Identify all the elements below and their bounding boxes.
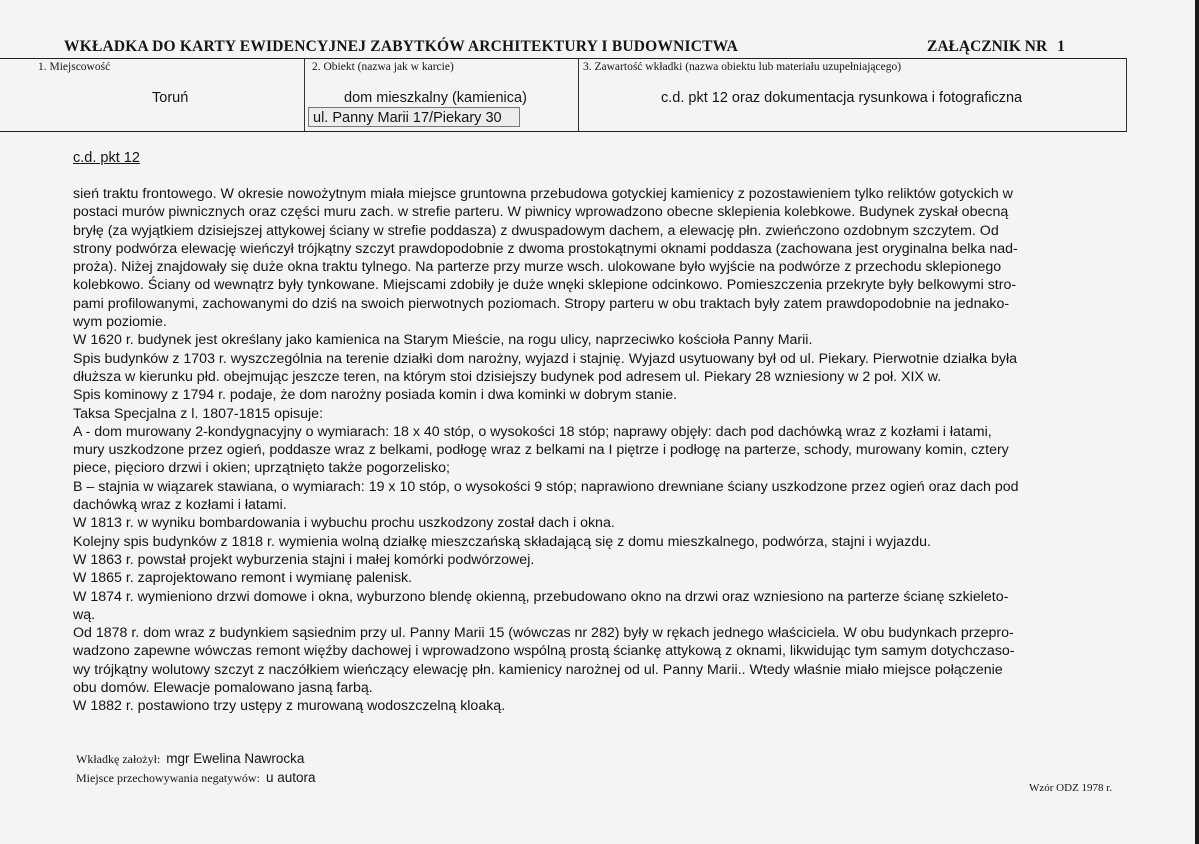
field-object-label: 2. Obiekt (nazwa jak w karcie) xyxy=(312,61,454,73)
column-divider xyxy=(304,59,305,131)
body-line: proża). Niżej znajdowały się duże okna traktu tylnego. Na parterze przy murze wsch. ulokowane było wyjście na podwórze z przechodu sklepionego xyxy=(73,259,1002,276)
body-line: W 1620 r. budynek jest określany jako kamienica na Starym Mieście, na rogu ulicy, naprzeciwko kościoła Panny Marii. xyxy=(73,332,813,349)
field-contents-value: c.d. pkt 12 oraz dokumentacja rysunkowa i fotograficzna xyxy=(661,90,1023,106)
body-line: obu domów. Elewacje pomalowano jasną farbą. xyxy=(73,680,373,697)
annex-label-text: ZAŁĄCZNIK NR xyxy=(927,38,1048,55)
document-body-text xyxy=(73,185,1123,716)
body-line: wadzono zapewne wówczas remont więźby dachowej i wprowadzono wspólną prostą ściankę attykową z oknami, likwidując tym samym dotychczaso- xyxy=(73,643,1015,660)
body-line: W 1882 r. postawiono trzy ustępy z murowaną wodoszczelną kloaką. xyxy=(73,698,506,715)
body-line: mury uszkodzone przez ogień, poddasze wraz z belkami, podłogę wraz z belkami na I piętrze i podłogę na parterze, schody, murowany komin, cztery xyxy=(73,442,1009,459)
body-line: bryłę (za wyjątkiem dzisiejszej attykowej ściany w strefie poddasza) z dwuspadowym dachem, a elewację płn. zwieńczono ozdobnym szczytem. Od xyxy=(73,222,999,239)
header-fields-table xyxy=(0,58,1127,132)
field-object-address: ul. Panny Marii 17/Piekary 30 xyxy=(308,107,520,127)
field-locality-label: 1. Miejscowość xyxy=(38,61,111,73)
section-heading: c.d. pkt 12 xyxy=(73,150,140,166)
footer-negatives-label: Miejsce przechowywania negatywów: xyxy=(76,771,260,785)
footer-negatives xyxy=(76,770,315,786)
annex-number: 1 xyxy=(1057,38,1065,55)
footer-author-value: mgr Ewelina Nawrocka xyxy=(166,751,305,766)
body-line: kolebkowo. Ściany od wewnątrz były tynkowane. Miejscami zdobiły je duże wnęki sklepione odcinkowo. Pomieszczenia przekryte były belkowymi stro- xyxy=(73,277,1017,294)
field-object-value: dom mieszkalny (kamienica) xyxy=(344,90,527,106)
body-line: wym poziomie. xyxy=(73,314,167,331)
footer-negatives-value: u autora xyxy=(265,770,316,785)
field-locality-value: Toruń xyxy=(152,90,189,106)
body-line: dłuższa w kierunku płd. obejmując jeszcze teren, na którym stoi dzisiejszy budynek pod adresem ul. Piekary 28 wzniesiony w 2 poł. XIX w. xyxy=(73,368,942,385)
body-line: pami profilowanymi, zachowanymi do dziś na swoich pierwotnych poziomach. Stropy parteru w obu traktach były zatem prawdopodobnie na jednako- xyxy=(73,295,1010,312)
footer-author xyxy=(76,751,304,767)
body-line: A - dom murowany 2-kondygnacyjny o wymiarach: 18 x 40 stóp, o wysokości 18 stóp; naprawy objęły: dach pod dachówką wraz z kozłami i łatami, xyxy=(73,423,992,440)
column-divider xyxy=(578,59,579,131)
body-line: Spis kominowy z 1794 r. podaje, że dom narożny posiada komin i dwa kominki w dobrym stanie. xyxy=(73,387,678,404)
body-line: wą. xyxy=(73,606,96,623)
body-line: W 1863 r. powstał projekt wyburzenia stajni i małej komórki podwórzowej. xyxy=(73,551,535,568)
body-line: postaci murów piwnicznych oraz części muru zach. w strefie parteru. W piwnicy wprowadzono obecne sklepienia kolebkowe. Budynek zyskał obecną xyxy=(73,204,1009,221)
annex-label xyxy=(927,38,1065,56)
body-line: dachówką wraz z kozłami i łatami. xyxy=(73,497,287,514)
scan-edge xyxy=(1195,0,1199,844)
template-note: Wzór ODZ 1978 r. xyxy=(1029,782,1113,794)
body-line: wy trójkątny wolutowy szczyt z naczółkiem wieńczący elewację płn. kamienicy narożnej od ul. Panny Marii.. Wtedy właśnie miało miejsce połączenie xyxy=(73,661,1003,678)
footer-author-label: Wkładkę założył: xyxy=(76,752,161,766)
body-line: W 1813 r. w wyniku bombardowania i wybuchu prochu uszkodzony został dach i okna. xyxy=(73,515,615,532)
field-contents-label: 3. Zawartość wkładki (nazwa obiektu lub materiału uzupełniającego) xyxy=(583,61,902,73)
body-line: W 1865 r. zaprojektowano remont i wymianę palenisk. xyxy=(73,570,413,587)
body-line: sień traktu frontowego. W okresie nowożytnym miała miejsce gruntowna przebudowa gotyckiej kamienicy z pozostawieniem tylko reliktów gotyckich w xyxy=(73,186,1013,202)
body-line: Spis budynków z 1703 r. wyszczególnia na terenie działki dom narożny, wyjazd i stajnię. Wyjazd usytuowany był od ul. Piekary. Pierwotnie działka była xyxy=(73,350,1018,367)
body-line: Taksa Specjalna z l. 1807-1815 opisuje: xyxy=(73,405,324,422)
body-line: Od 1878 r. dom wraz z budynkiem sąsiednim przy ul. Panny Marii 15 (wówczas nr 282) były w rękach jednego właściciela. W obu budynkach przepro- xyxy=(73,625,1014,642)
body-line: B – stajnia w wiązarek stawiana, o wymiarach: 19 x 10 stóp, o wysokości 9 stóp; naprawiono drewniane ściany uszkodzone przez ogień oraz dach pod xyxy=(73,478,1019,495)
document-title: WKŁADKA DO KARTY EWIDENCYJNEJ ZABYTKÓW ARCHITEKTURY I BUDOWNICTWA xyxy=(64,38,739,55)
body-line: W 1874 r. wymieniono drzwi domowe i okna, wyburzono blendę okienną, przebudowano okno na drzwi oraz wzniesiono na parterze ścianę szkieleto- xyxy=(73,588,1009,605)
body-line: strony podwórza elewację wieńczył trójkątny szczyt prawdopodobnie z dwoma prostokątnymi oknami poddasza (zachowana jest oryginalna belka nad- xyxy=(73,240,1018,257)
column-divider xyxy=(1126,59,1127,131)
body-line: piece, pięcioro drzwi i okien; uprzątnięto także pogorzelisko; xyxy=(73,460,450,477)
body-line: Kolejny spis budynków z 1818 r. wymienia wolną działkę mieszczańską składającą się z domu mieszkalnego, podwórza, stajni i wyjazdu. xyxy=(73,533,931,550)
